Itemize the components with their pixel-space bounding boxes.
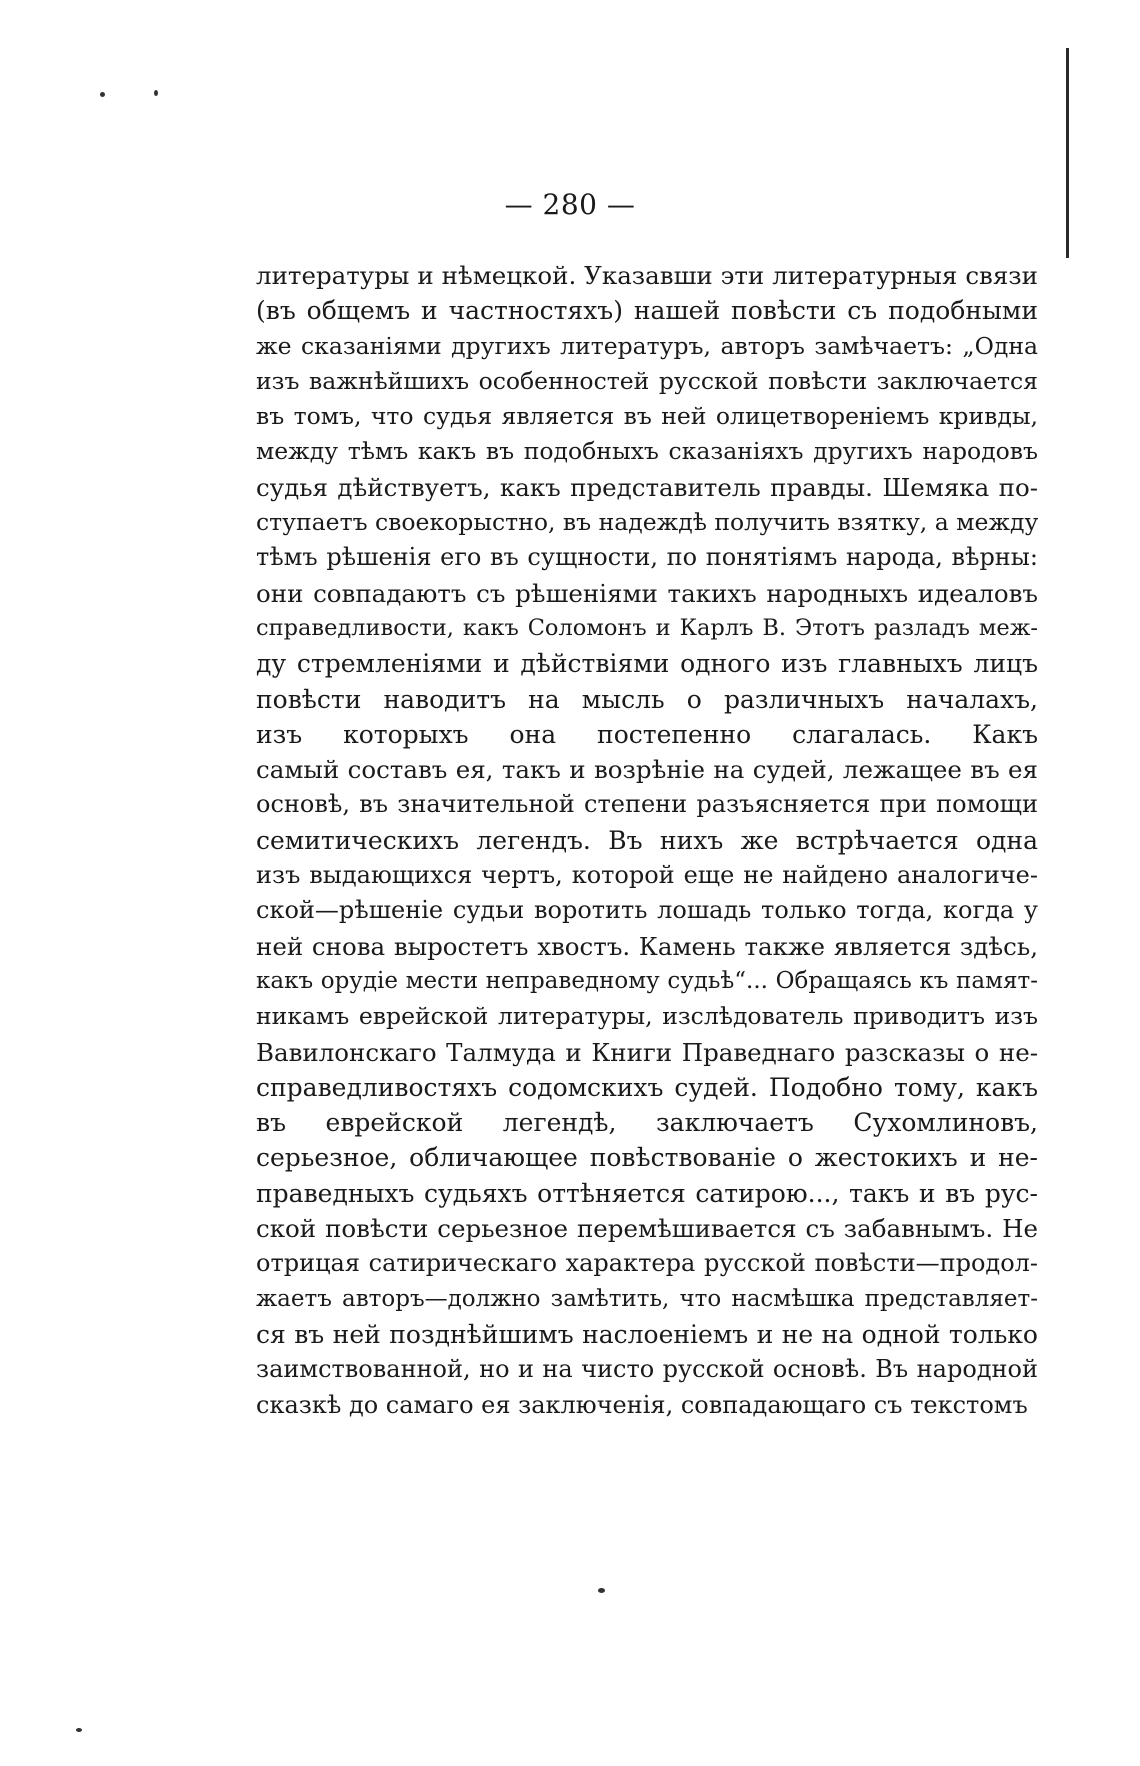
text-line: въ еврейской легендѣ, заключаетъ Сухомлиновъ, [256, 1108, 1038, 1138]
text-line: изъ выдающихся чертъ, которой еще не найдено аналогиче- [256, 861, 1038, 890]
speck-mark [100, 92, 105, 97]
text-line: въ томъ, что судья является въ ней олицетвореніемъ кривды, [256, 402, 1038, 431]
text-line: основѣ, въ значительной степени разъясняется при помощи [256, 790, 1038, 819]
text-line: они совпадаютъ съ рѣшеніями такихъ народныхъ идеаловъ [256, 578, 1038, 608]
speck-mark [154, 90, 158, 96]
text-line: самый составъ ея, такъ и возрѣніе на судей, лежащее въ ея [256, 755, 1038, 785]
text-line: литературы и нѣмецкой. Указавши эти литературныя связи [256, 261, 1038, 290]
page-edge-line [1066, 48, 1069, 258]
text-line: серьезное, обличающее повѣствованіе о жестокихъ и не- [256, 1143, 1038, 1173]
body-text [256, 258, 1038, 1423]
text-line: ской—рѣшеніе судьи воротить лошадь только тогда, когда у [256, 896, 1038, 925]
text-line: семитическихъ легендъ. Въ нихъ же встрѣчается одна [256, 825, 1038, 855]
text-line: Вавилонскаго Талмуда и Книги Праведнаго разсказы о не- [256, 1037, 1038, 1067]
text-line: справедливости, какъ Соломонъ и Карлъ В. Этотъ разладъ меж- [256, 614, 1038, 641]
text-line: судья дѣйствуетъ, какъ представитель правды. Шемяка по- [256, 472, 1038, 502]
speck-mark [598, 1588, 605, 1593]
text-line: (въ общемъ и частностяхъ) нашей повѣсти съ подобными [256, 296, 1038, 326]
text-line: справедливостяхъ содомскихъ судей. Подобно тому, какъ [256, 1072, 1038, 1102]
speck-mark [76, 1728, 82, 1732]
text-line: изъ важнѣйшихъ особенностей русской повѣсти заключается [256, 366, 1038, 395]
text-line: ней снова выростетъ хвостъ. Камень также является здѣсь, [256, 931, 1038, 961]
text-line: ской повѣсти серьезное перемѣшивается съ забавнымъ. Не [256, 1214, 1038, 1244]
text-line: сказкѣ до самаго ея заключенія, совпадающаго съ текстомъ [256, 1390, 1028, 1419]
text-line: ся въ ней позднѣйшимъ наслоеніемъ и не на одной только [256, 1319, 1038, 1349]
text-line: изъ которыхъ она постепенно слагалась. Какъ [256, 719, 1038, 749]
text-line: отрицая сатирическаго характера русской повѣсти—продол- [256, 1249, 1038, 1278]
text-line: никамъ еврейской литературы, изслѣдователь приводитъ изъ [256, 1002, 1038, 1031]
text-line: же сказаніями другихъ литературъ, авторъ замѣчаетъ: „Одна [256, 331, 1038, 360]
text-line: праведныхъ судьяхъ оттѣняется сатирою..., такъ и въ рус- [256, 1178, 1038, 1208]
text-line: жаетъ авторъ—должно замѣтить, что насмѣшка представляет- [256, 1285, 1038, 1312]
page-number: — 280 — [504, 188, 636, 221]
text-line: заимствованной, но и на чисто русской основѣ. Въ народной [256, 1355, 1038, 1384]
text-line: какъ орудіе мести неправедному судьѣ“... Обращаясь къ памят- [256, 967, 1038, 994]
text-line: между тѣмъ какъ въ подобныхъ сказаніяхъ другихъ народовъ [256, 437, 1038, 466]
text-line: повѣсти наводитъ на мысль о различныхъ началахъ, [256, 684, 1038, 714]
text-line: ступаетъ своекорыстно, въ надеждѣ получить взятку, а между [256, 508, 1038, 537]
text-line: тѣмъ рѣшенія его въ сущности, по понятіямъ народа, вѣрны: [256, 543, 1038, 572]
text-line: ду стремленіями и дѣйствіями одного изъ главныхъ лицъ [256, 649, 1038, 679]
